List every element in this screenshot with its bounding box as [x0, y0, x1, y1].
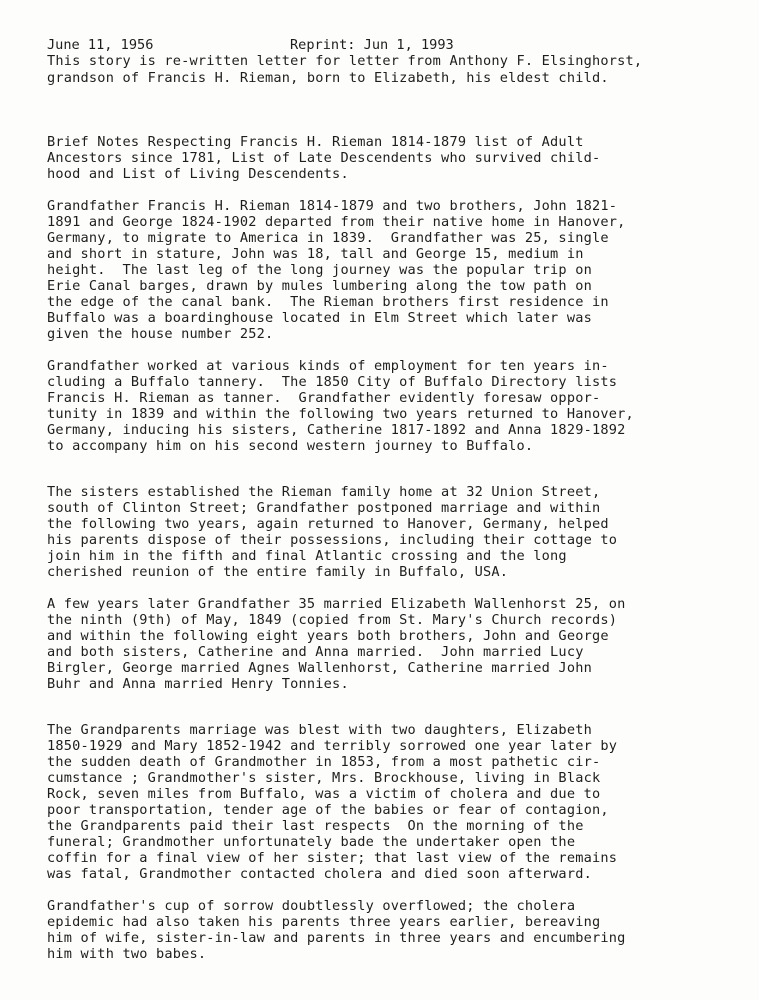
- paragraph-line: the edge of the canal bank. The Rieman brothers first residence in: [47, 294, 609, 310]
- paragraph-line: Germany, inducing his sisters, Catherine 1817-1892 and Anna 1829-1892: [47, 422, 626, 438]
- paragraph-line: Grandfather Francis H. Rieman 1814-1879 and two brothers, John 1821-: [47, 198, 618, 214]
- paragraph-line: south of Clinton Street; Grandfather postponed marriage and within: [47, 500, 601, 516]
- paragraph-line: Ancestors since 1781, List of Late Descendents who survived child-: [47, 150, 601, 166]
- paragraph-line: Buffalo was a boardinghouse located in Elm Street which later was: [47, 310, 592, 326]
- paragraph-line: Grandfather worked at various kinds of employment for ten years in-: [47, 358, 609, 374]
- paragraph-line: join him in the fifth and final Atlantic crossing and the long: [47, 548, 567, 564]
- paragraph-line: The sisters established the Rieman family home at 32 Union Street,: [47, 484, 601, 500]
- paragraph-line: and both sisters, Catherine and Anna married. John married Lucy: [47, 644, 584, 660]
- paragraph-line: funeral; Grandmother unfortunately bade the undertaker open the: [47, 834, 576, 850]
- paragraph-line: A few years later Grandfather 35 married Elizabeth Wallenhorst 25, on: [47, 596, 626, 612]
- paragraph-line: epidemic had also taken his parents three years earlier, bereaving: [47, 914, 601, 930]
- paragraph-line: Francis H. Rieman as tanner. Grandfather evidently foresaw oppor-: [47, 390, 601, 406]
- paragraph-line: cumstance ; Grandmother's sister, Mrs. Brockhouse, living in Black: [47, 770, 601, 786]
- intro-line: This story is re-written letter for letter from Anthony F. Elsinghorst,: [47, 53, 643, 69]
- paragraph-line: cluding a Buffalo tannery. The 1850 City of Buffalo Directory lists: [47, 374, 618, 390]
- paragraph-line: to accompany him on his second western journey to Buffalo.: [47, 438, 534, 454]
- paragraph-line: the sudden death of Grandmother in 1853, from a most pathetic cir-: [47, 754, 601, 770]
- paragraph-line: The Grandparents marriage was blest with two daughters, Elizabeth: [47, 722, 592, 738]
- paragraph-line: the ninth (9th) of May, 1849 (copied from St. Mary's Church records): [47, 612, 618, 628]
- paragraph-line: the following two years, again returned to Hanover, Germany, helped: [47, 516, 609, 532]
- letter-date: June 11, 1956: [47, 37, 154, 53]
- paragraph-line: Rock, seven miles from Buffalo, was a victim of cholera and due to: [47, 786, 601, 802]
- paragraph-line: him of wife, sister-in-law and parents in three years and encumbering: [47, 930, 626, 946]
- paragraph-line: 1891 and George 1824-1902 departed from their native home in Hanover,: [47, 214, 626, 230]
- paragraph-line: Erie Canal barges, drawn by mules lumbering along the tow path on: [47, 278, 592, 294]
- paragraph-line: him with two babes.: [47, 946, 207, 962]
- paragraph-line: Brief Notes Respecting Francis H. Rieman 1814-1879 list of Adult: [47, 134, 584, 150]
- paragraph-line: height. The last leg of the long journey was the popular trip on: [47, 262, 592, 278]
- paragraph-line: Grandfather's cup of sorrow doubtlessly overflowed; the cholera: [47, 898, 576, 914]
- paragraph-line: Birgler, George married Agnes Wallenhorst, Catherine married John: [47, 660, 592, 676]
- paragraph-line: 1850-1929 and Mary 1852-1942 and terribly sorrowed one year later by: [47, 738, 618, 754]
- paragraph-line: his parents dispose of their possessions, including their cottage to: [47, 532, 618, 548]
- paragraph-line: hood and List of Living Descendents.: [47, 166, 349, 182]
- paragraph-line: poor transportation, tender age of the babies or fear of contagion,: [47, 802, 609, 818]
- paragraph-line: tunity in 1839 and within the following two years returned to Hanover,: [47, 406, 634, 422]
- paragraph-line: was fatal, Grandmother contacted cholera and died soon afterward.: [47, 866, 592, 882]
- paragraph-line: coffin for a final view of her sister; that last view of the remains: [47, 850, 618, 866]
- paragraph-line: Germany, to migrate to America in 1839. Grandfather was 25, single: [47, 230, 609, 246]
- reprint-date: Reprint: Jun 1, 1993: [290, 37, 454, 53]
- paragraph-line: the Grandparents paid their last respects On the morning of the: [47, 818, 584, 834]
- paragraph-line: and within the following eight years both brothers, John and George: [47, 628, 609, 644]
- paragraph-line: and short in stature, John was 18, tall and George 15, medium in: [47, 246, 584, 262]
- intro-line: grandson of Francis H. Rieman, born to Elizabeth, his eldest child.: [47, 70, 609, 86]
- paragraph-line: cherished reunion of the entire family in Buffalo, USA.: [47, 564, 509, 580]
- paragraph-line: Buhr and Anna married Henry Tonnies.: [47, 676, 349, 692]
- paragraph-line: given the house number 252.: [47, 326, 274, 342]
